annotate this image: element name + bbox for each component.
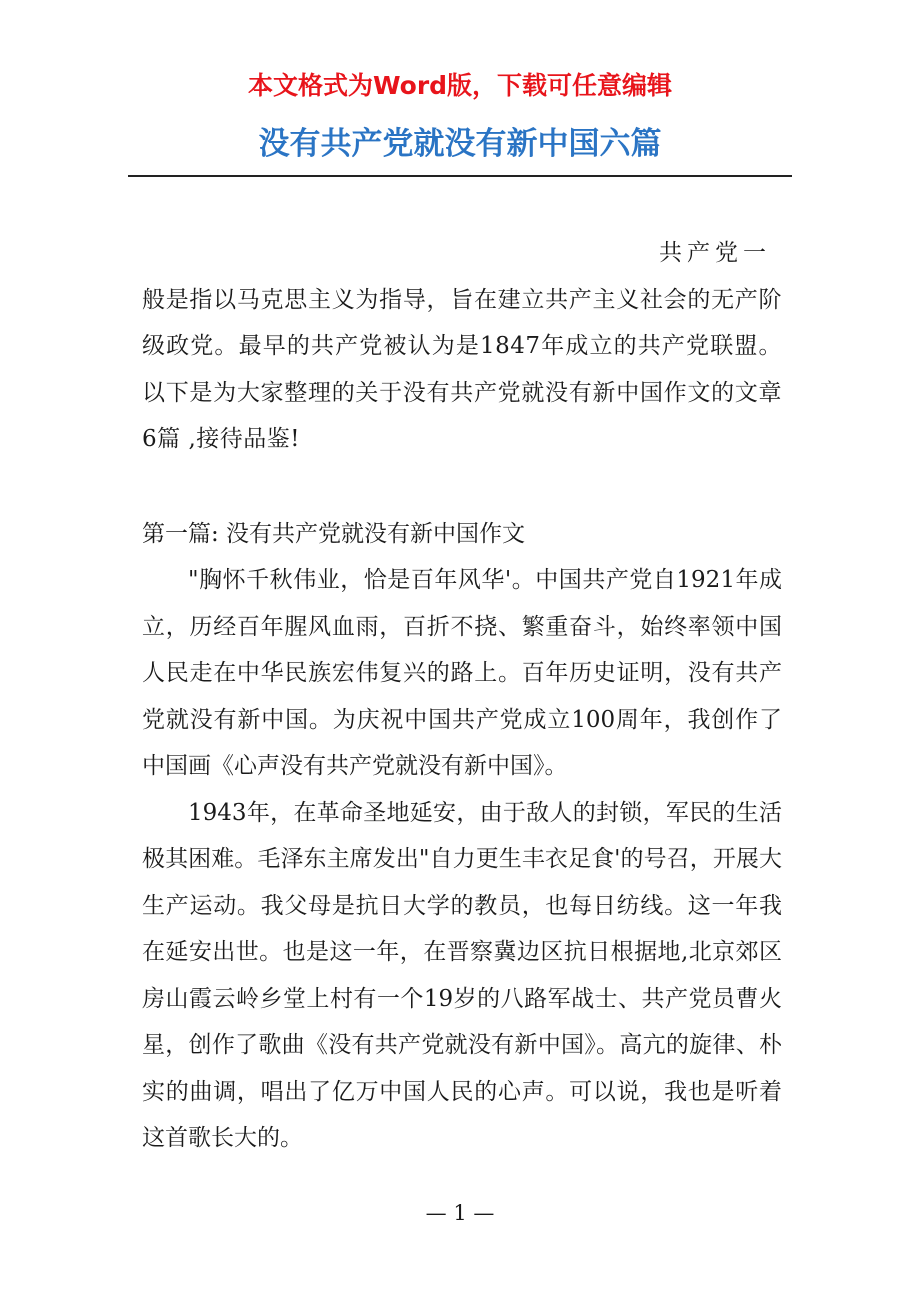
document-body: [142, 230, 782, 1162]
page-number: — 1 —: [425, 1201, 495, 1225]
body-paragraph: "胸怀千秋伟业，恰是百年风华'。中国共产党自1921年成立，历经百年腥风血雨，百折不挠、繁重奋斗，始终率领中国人民走在中华民族宏伟复兴的路上。百年历史证明，没有共产党就没有新中国。为庆祝中国共产党成立100周年，我创作了中国画《心声没有共产党就没有新中国》。: [142, 567, 782, 779]
intro-paragraph: 般是指以马克思主义为指导，旨在建立共产主义社会的无产阶级政党。最早的共产党被认为是1847年成立的共产党联盟。以下是为大家整理的关于没有共产党就没有新中国作文的文章6篇 ,接待品鉴!: [142, 286, 782, 452]
body-paragraph: 1943年，在革命圣地延安，由于敌人的封锁，军民的生活极其困难。毛泽东主席发出"自力更生丰衣足食'的号召，开展大生产运动。我父母是抗日大学的教员，也每日纺线。这一年我在延安出世。也是这一年，在晋察冀边区抗日根据地,北京郊区房山霞云岭乡堂上村有一个19岁的八路军战士、共产党员曹火星，创作了歌曲《没有共产党就没有新中国》。高亢的旋律、朴实的曲调，唱出了亿万中国人民的心声。可以说，我也是听着这首歌长大的。: [142, 799, 782, 1151]
format-banner: 本文格式为Word版，下载可任意编辑: [247, 71, 673, 100]
document-title: 没有共产党就没有新中国六篇: [258, 126, 662, 162]
intro-first-line: 共产党一: [659, 240, 771, 266]
title-divider: [128, 175, 792, 177]
section-heading: 第一篇: 没有共产党就没有新中国作文: [142, 520, 526, 547]
